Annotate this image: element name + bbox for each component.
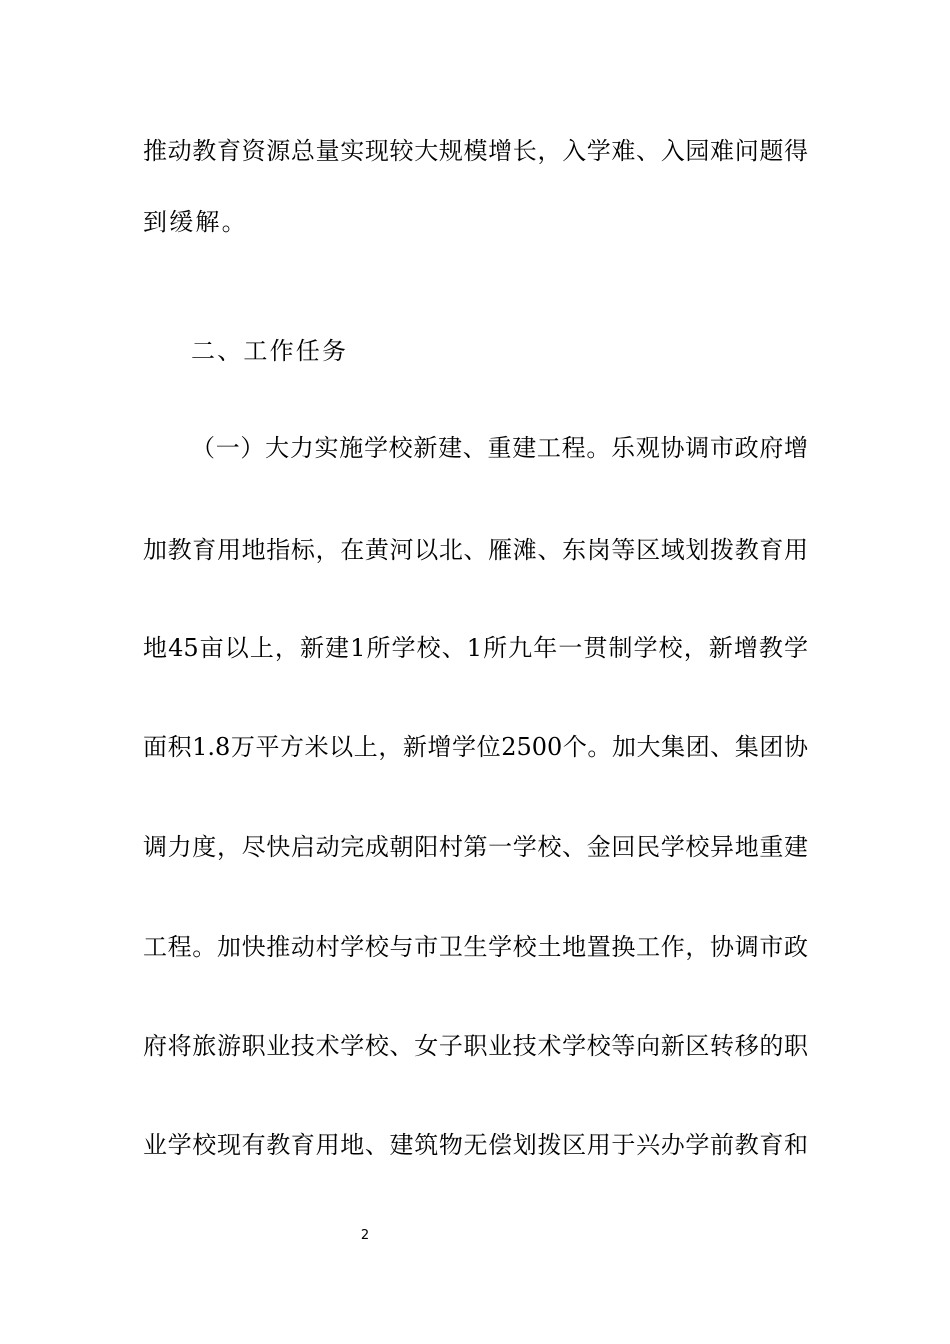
text-line-9: 工程。加快推动村学校与市卫生学校土地置换工作，协调市政 xyxy=(143,933,808,961)
text-line-8: 调力度，尽快启动完成朝阳村第一学校、金回民学校异地重建 xyxy=(143,833,808,861)
text-line-2: 到缓解。 xyxy=(143,208,248,236)
text-line-7: 面积1.8万平方米以上，新增学位2500个。加大集团、集团协 xyxy=(143,733,808,761)
section-heading: 二、工作任务 xyxy=(191,337,349,365)
page-number: 2 xyxy=(360,1228,370,1243)
text-line-1: 推动教育资源总量实现较大规模增长，入学难、入园难问题得 xyxy=(143,137,808,165)
text-line-5: 加教育用地指标，在黄河以北、雁滩、东岗等区域划拨教育用 xyxy=(143,536,808,564)
text-line-11: 业学校现有教育用地、建筑物无偿划拨区用于兴办学前教育和 xyxy=(143,1131,808,1159)
text-line-6: 地45亩以上，新建1所学校、1所九年一贯制学校，新增教学 xyxy=(143,634,808,662)
text-line-4: （一）大力实施学校新建、重建工程。乐观协调市政府增 xyxy=(191,434,808,462)
text-line-10: 府将旅游职业技术学校、女子职业技术学校等向新区转移的职 xyxy=(143,1032,808,1060)
